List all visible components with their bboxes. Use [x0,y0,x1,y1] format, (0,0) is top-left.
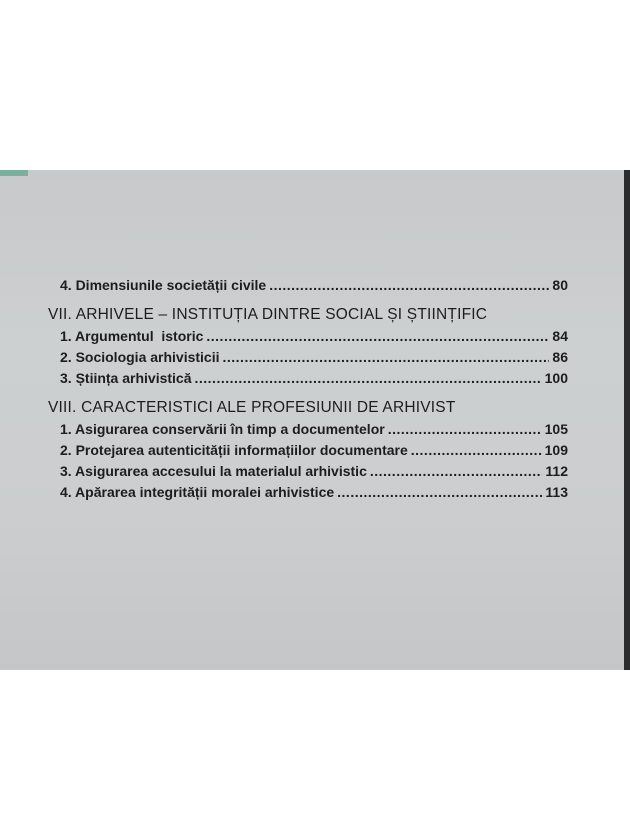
toc-entry-page: 80 [552,277,568,293]
toc-entry-page: 109 [544,442,568,458]
toc-entry-page: 84 [552,328,568,344]
toc-entry-title: 3. Știința arhivistică [60,370,192,386]
toc-entry-page: 100 [544,370,568,386]
toc-entry [48,326,568,347]
toc-entry-title: 1. Argumentul istoric [60,328,204,344]
toc-entry [48,440,568,461]
toc-section-vii [48,304,568,389]
toc-entry [48,347,568,368]
section-heading: VII. ARHIVELE – INSTITUȚIA DINTRE SOCIAL ȘI ȘTIINȚIFIC [48,306,488,323]
dot-leader [269,275,549,296]
section-heading: VIII. CARACTERISTICI ALE PROFESIUNII DE ARHIVIST [48,399,456,416]
dot-leader [223,347,550,368]
dot-leader [370,461,543,482]
toc-entry [48,275,568,296]
dot-leader [206,326,549,347]
dot-leader [337,482,542,503]
toc-entry [48,368,568,389]
book-page [0,170,630,670]
toc-entry-title: 2. Sociologia arhivisticii [60,349,220,365]
dot-leader [195,368,542,389]
toc-entry-page: 112 [545,463,568,479]
toc-entry-title: 4. Dimensiunile societății civile [60,277,267,293]
table-of-contents [48,275,568,511]
toc-entry-page: 86 [552,349,568,365]
toc-intro [48,275,568,296]
toc-entry-title: 2. Protejarea autenticității informațiilor documentare [60,442,408,458]
toc-entry-page: 113 [545,484,568,500]
toc-entry [48,461,568,482]
toc-entry-page: 105 [544,421,568,437]
dot-leader [388,419,542,440]
toc-entry [48,419,568,440]
toc-entry [48,482,568,503]
toc-section-viii [48,397,568,503]
toc-entry-title: 4. Apărarea integrității moralei arhivistice [60,484,335,500]
toc-entry-title: 3. Asigurarea accesului la materialul arhivistic [60,463,367,479]
dot-leader [411,440,542,461]
toc-entry-title: 1. Asigurarea conservării în timp a documentelor [60,421,385,437]
